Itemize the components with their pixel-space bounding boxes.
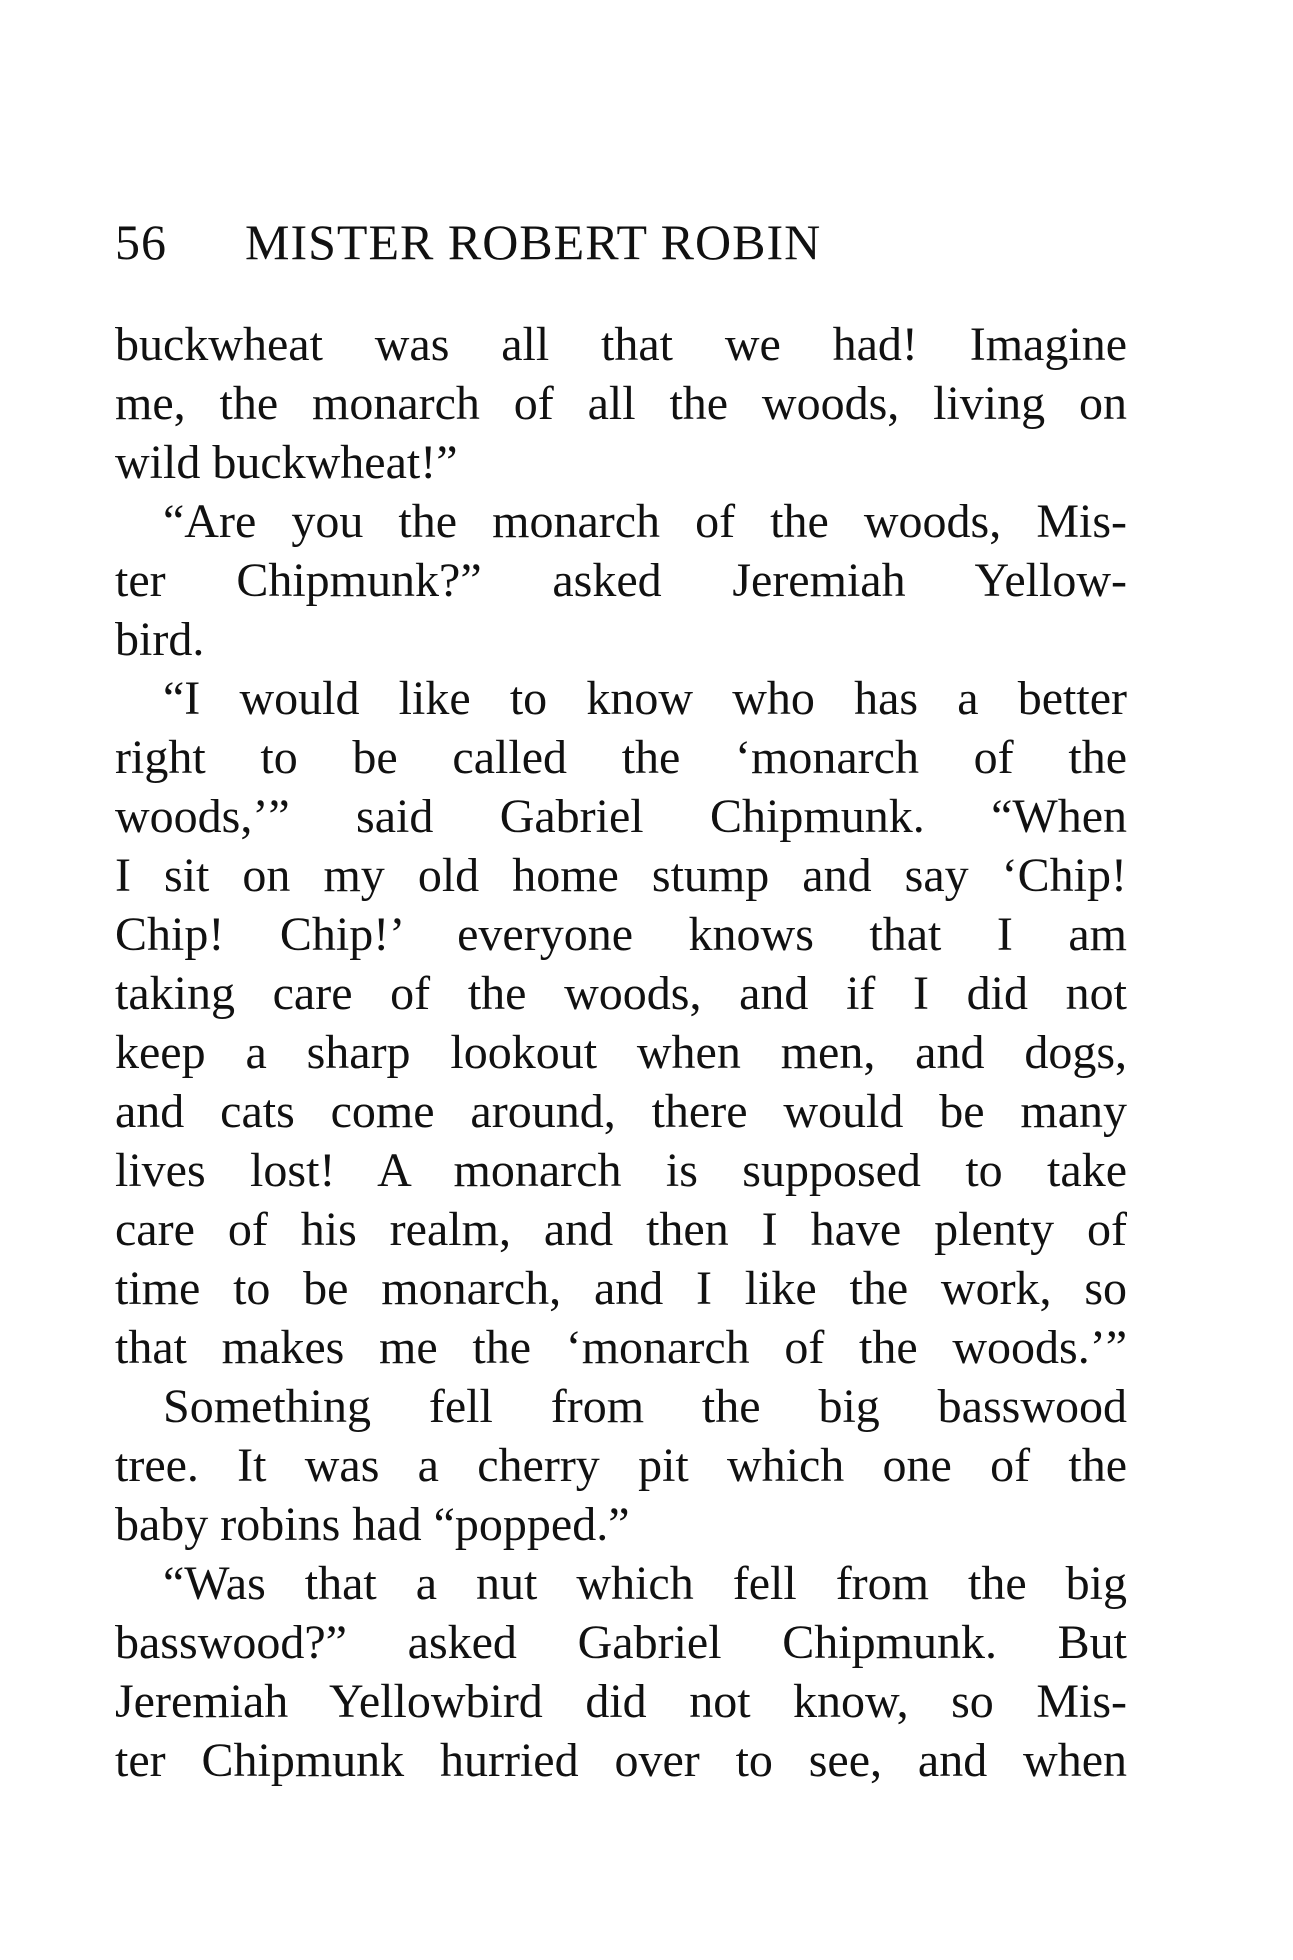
text-line: right to be called the ‘monarch of the [115,731,1127,784]
text-line: and cats come around, there would be many [115,1085,1127,1138]
text-line: I sit on my old home stump and say ‘Chip! [115,849,1127,902]
text-line: woods,’” said Gabriel Chipmunk. “When [115,790,1127,843]
text-line: time to be monarch, and I like the work, so [115,1262,1127,1315]
text-line: “Was that a nut which fell from the big [163,1557,1127,1610]
text-line: that makes me the ‘monarch of the woods.’” [115,1321,1127,1374]
text-line: taking care of the woods, and if I did not [115,967,1127,1020]
text-line: care of his realm, and then I have plenty of [115,1203,1127,1256]
text-line: ter Chipmunk?” asked Jeremiah Yellow- [115,554,1127,607]
running-head [115,212,1135,272]
page-number: 56 [115,214,167,270]
text-line: “I would like to know who has a better [163,672,1127,725]
body-text [115,315,1127,1790]
text-line: wild buckwheat!” [115,436,458,489]
text-line: Chip! Chip!’ everyone knows that I am [115,908,1127,961]
text-line: tree. It was a cherry pit which one of the [115,1439,1127,1492]
text-line: buckwheat was all that we had! Imagine [115,318,1127,371]
text-line: keep a sharp lookout when men, and dogs, [115,1026,1127,1079]
text-line: lives lost! A monarch is supposed to take [115,1144,1127,1197]
text-line: bird. [115,613,205,666]
text-line: “Are you the monarch of the woods, Mis- [163,495,1127,548]
text-line: me, the monarch of all the woods, living on [115,377,1127,430]
text-line: basswood?” asked Gabriel Chipmunk. But [115,1616,1127,1669]
text-line: baby robins had “popped.” [115,1498,630,1551]
running-title: MISTER ROBERT ROBIN [245,214,822,270]
text-line: Something fell from the big basswood [163,1380,1127,1433]
text-line: ter Chipmunk hurried over to see, and when [115,1734,1127,1787]
text-line: Jeremiah Yellowbird did not know, so Mis- [115,1675,1127,1728]
